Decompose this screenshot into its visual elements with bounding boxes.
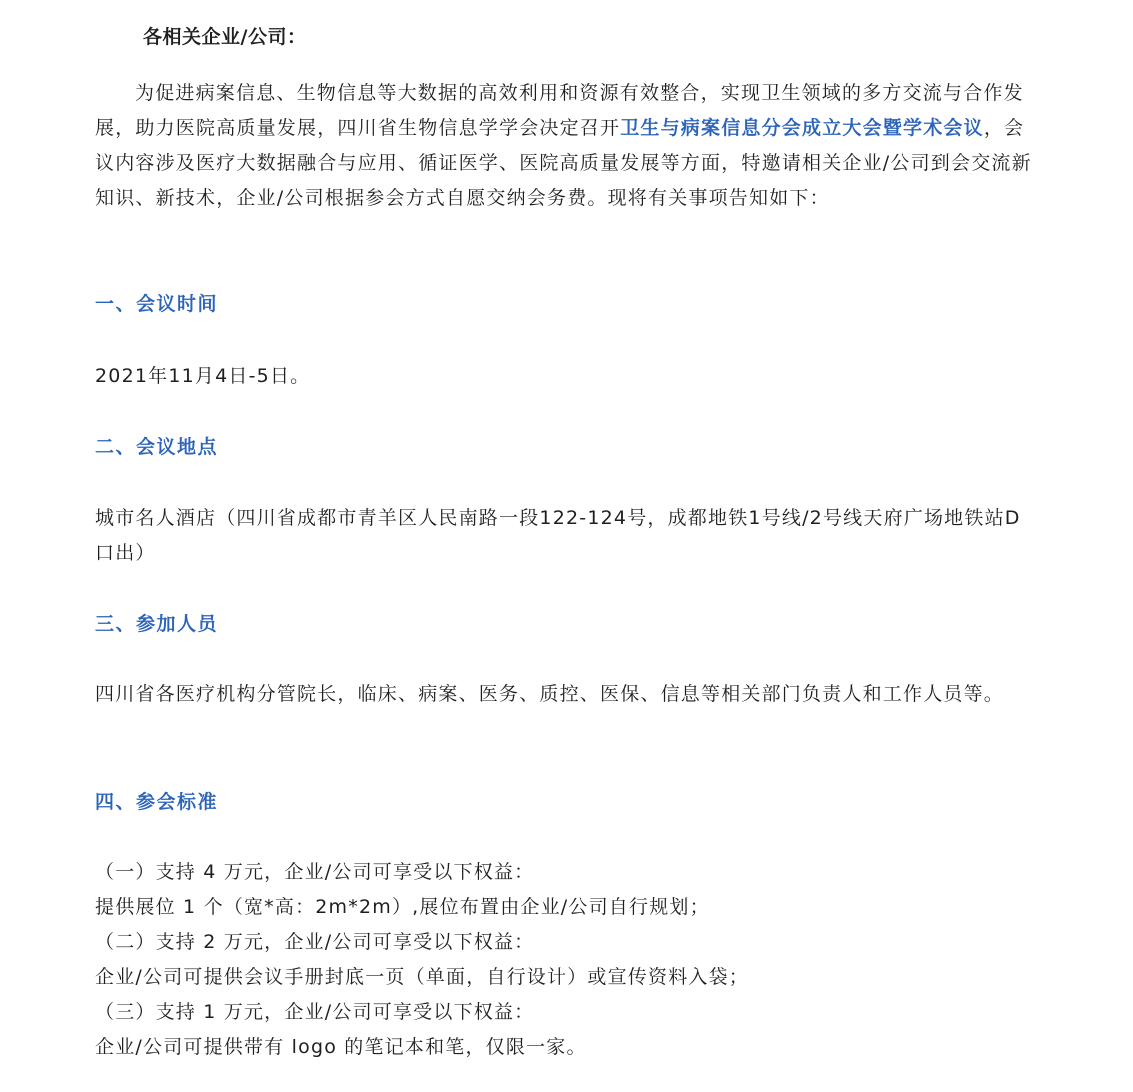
standard-tier-3-benefit: 企业/公司可提供带有 logo 的笔记本和笔，仅限一家。: [95, 1036, 587, 1058]
section-heading-standards: 四、参会标准: [95, 791, 219, 813]
standard-tier-3-title: （三）支持 1 万元，企业/公司可享受以下权益：: [95, 1001, 535, 1023]
section-body-time: 2021年11月4日-5日。: [95, 365, 311, 387]
section-heading-time: 一、会议时间: [95, 293, 219, 315]
intro-paragraph: [95, 76, 1035, 216]
section-heading-attendees: 三、参加人员: [95, 613, 219, 635]
standard-tier-1-title: （一）支持 4 万元，企业/公司可享受以下权益：: [95, 861, 535, 883]
meeting-name-highlight: 卫生与病案信息分会成立大会暨学术会议: [620, 117, 984, 139]
salutation: 各相关企业/公司：: [143, 26, 307, 48]
standard-tier-2-title: （二）支持 2 万元，企业/公司可享受以下权益：: [95, 931, 535, 953]
section-body-location: 城市名人酒店（四川省成都市青羊区人民南路一段122-124号，成都地铁1号线/2号线天府广场地铁站D口出）: [95, 507, 1021, 564]
section-body-attendees: 四川省各医疗机构分管院长，临床、病案、医务、质控、医保、信息等相关部门负责人和工作人员等。: [95, 683, 1005, 705]
section-heading-location: 二、会议地点: [95, 436, 219, 458]
intro-text-before: 为促进病案信息、生物信息等大数据的高效利用和资源有效整合，实现卫生领域的多方交流与合作发展，助力医院高质量发展，四川省生物信息学学会决定召开: [95, 82, 1024, 139]
standard-tier-1-benefit: 提供展位 1 个（宽*高：2m*2m）,展位布置由企业/公司自行规划；: [95, 896, 710, 918]
standard-tier-2-benefit: 企业/公司可提供会议手册封底一页（单面，自行设计）或宣传资料入袋；: [95, 966, 750, 988]
intro-text-after: ，会议内容涉及医疗大数据融合与应用、循证医学、医院高质量发展等方面，特邀请相关企业/公司到会交流新知识、新技术，企业/公司根据参会方式自愿交纳会务费。现将有关事项告知如下：: [95, 117, 1032, 209]
